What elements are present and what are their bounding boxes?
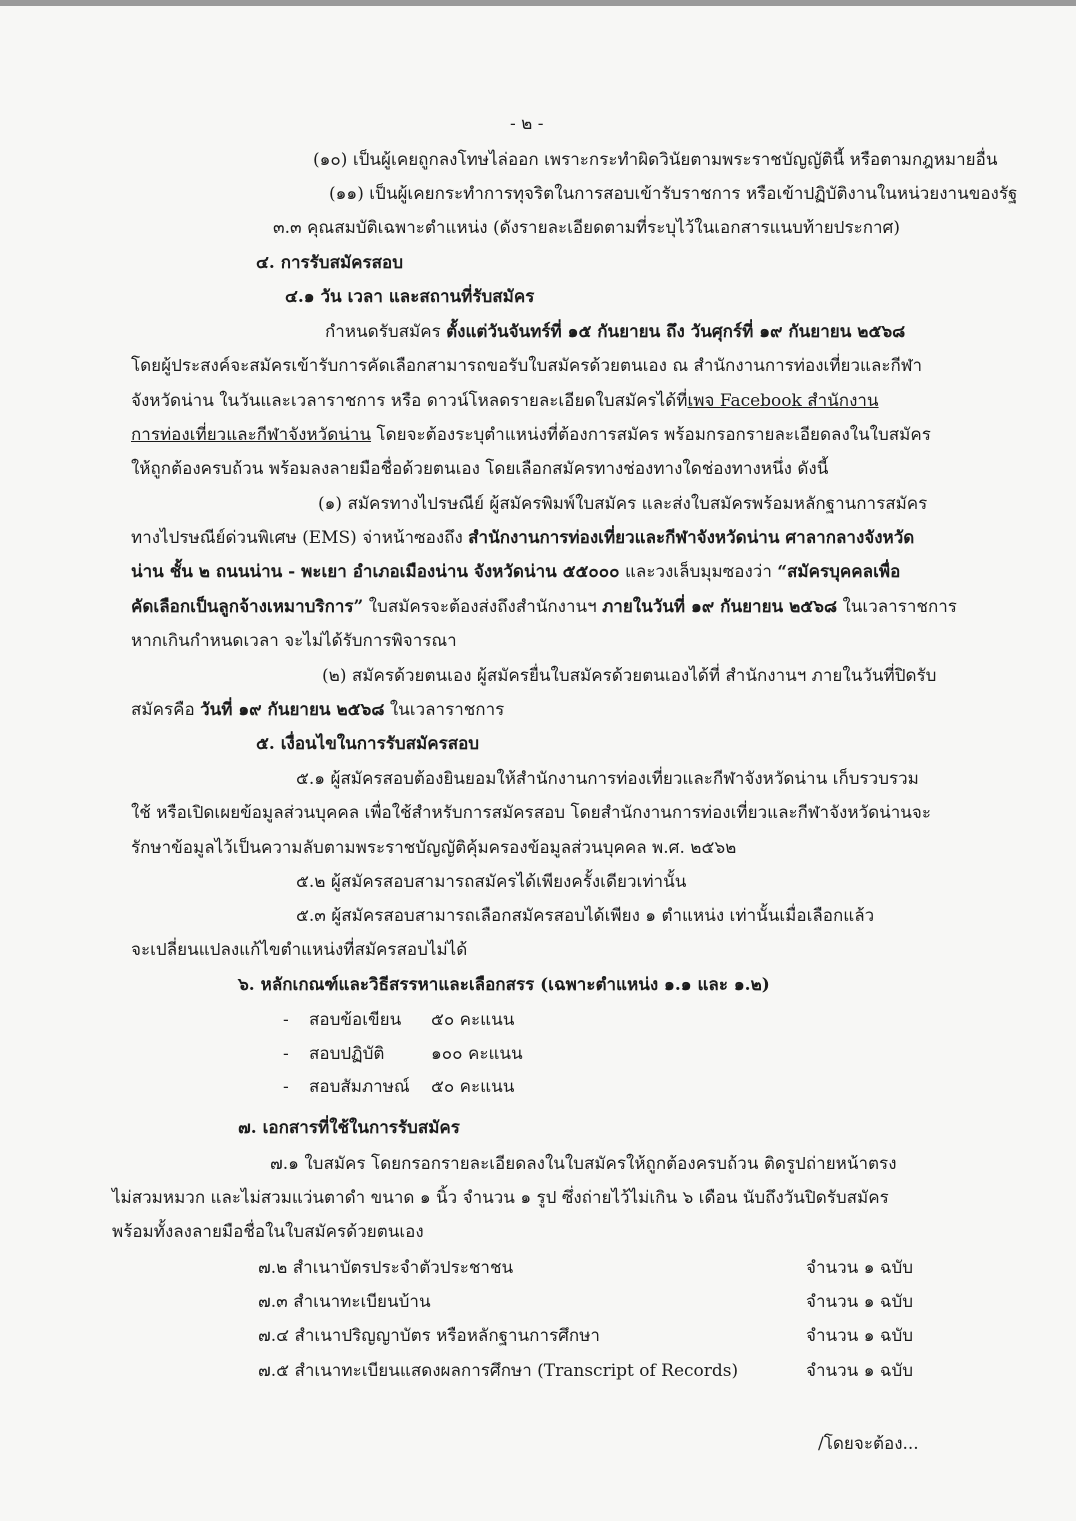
section-7-heading: ๗. เอกสารที่ใช้ในการรับสมัคร: [238, 1118, 460, 1138]
condition-5-1-line-1: ๕.๑ ผู้สมัครสอบต้องยินยอมให้สำนักงานการท่องเที่ยวและกีฬาจังหวัดน่าน เก็บรวบรวม: [296, 769, 919, 789]
condition-5-1-line-2: ใช้ หรือเปิดเผยข้อมูลส่วนบุคคล เพื่อใช้สำหรับการสมัครสอบ โดยสำนักงานการท่องเที่ยวและกีฬาจังหวัดน่านจะ: [131, 803, 932, 823]
document-qty: จำนวน ๑ ฉบับ: [806, 1361, 914, 1381]
document-qty: จำนวน ๑ ฉบับ: [806, 1326, 914, 1346]
document-7-1-line-3: พร้อมทั้งลงลายมือชื่อในใบสมัครด้วยตนเอง: [112, 1222, 424, 1242]
section-4-1-heading: ๔.๑ วัน เวลา และสถานที่รับสมัคร: [285, 287, 535, 307]
scan-top-border: [0, 0, 1076, 6]
qualification-item-10: (๑๐) เป็นผู้เคยถูกลงโทษไล่ออก เพราะกระทำผิดวินัยตามพระราชบัญญัตินี้ หรือตามกฎหมายอื่น: [313, 150, 998, 170]
postal-application-line-3: น่าน ชั้น ๒ ถนนน่าน - พะเยา อำเภอเมืองน่าน จังหวัดน่าน ๕๕๐๐๐ และวงเล็บมุมซองว่า “สมัครบุคคลเพื่อ: [131, 562, 901, 582]
document-item: ๗.๓ สำเนาทะเบียนบ้าน: [258, 1292, 431, 1312]
continuation-footer: /โดยจะต้อง...: [818, 1434, 919, 1454]
document-7-1-line-1: ๗.๑ ใบสมัคร โดยกรอกรายละเอียดลงในใบสมัครให้ถูกต้องครบถ้วน ติดรูปถ่ายหน้าตรง: [270, 1154, 897, 1174]
score-row-written: - สอบข้อเขียน ๕๐ คะแนน: [283, 1010, 515, 1030]
postal-application-line-5: หากเกินกำหนดเวลา จะไม่ได้รับการพิจารณา: [131, 631, 457, 651]
document-item: ๗.๒ สำเนาบัตรประจำตัวประชาชน: [258, 1258, 514, 1278]
score-row-practical: - สอบปฏิบัติ ๑๐๐ คะแนน: [283, 1044, 523, 1064]
section-4-heading: ๔. การรับสมัครสอบ: [256, 253, 404, 273]
condition-5-3-line-1: ๕.๓ ผู้สมัครสอบสามารถเลือกสมัครสอบได้เพียง ๑ ตำแหน่ง เท่านั้นเมื่อเลือกแล้ว: [296, 906, 875, 926]
in-person-application-line-2: สมัครคือ วันที่ ๑๙ กันยายน ๒๕๖๘ ในเวลาราชการ: [131, 700, 505, 720]
condition-5-3-line-2: จะเปลี่ยนแปลงแก้ไขตำแหน่งที่สมัครสอบไม่ได้: [131, 940, 468, 960]
condition-5-2: ๕.๒ ผู้สมัครสอบสามารถสมัครได้เพียงครั้งเดียวเท่านั้น: [296, 872, 687, 892]
page-number: - ๒ -: [510, 114, 544, 134]
section-6-heading: ๖. หลักเกณฑ์และวิธีสรรหาและเลือกสรร (เฉพาะตำแหน่ง ๑.๑ และ ๑.๒): [238, 975, 770, 995]
paragraph-4-1-line-5: ให้ถูกต้องครบถ้วน พร้อมลงลายมือชื่อด้วยตนเอง โดยเลือกสมัครทางช่องทางใดช่องทางหนึ่ง ดังนี้: [131, 459, 829, 479]
condition-5-1-line-3: รักษาข้อมูลไว้เป็นความลับตามพระราชบัญญัติคุ้มครองข้อมูลส่วนบุคคล พ.ศ. ๒๕๖๒: [131, 838, 737, 858]
qualification-item-11: (๑๑) เป็นผู้เคยกระทำการทุจริตในการสอบเข้ารับราชการ หรือเข้าปฏิบัติงานในหน่วยงานของรัฐ: [329, 184, 1018, 204]
document-item: ๗.๔ สำเนาปริญญาบัตร หรือหลักฐานการศึกษา: [258, 1326, 600, 1346]
paragraph-4-1-line-3: จังหวัดน่าน ในวันและเวลาราชการ หรือ ดาวน์โหลดรายละเอียดใบสมัครได้ที่เพจ Facebook สำนักงาน: [131, 391, 879, 411]
document-qty: จำนวน ๑ ฉบับ: [806, 1292, 914, 1312]
document-qty: จำนวน ๑ ฉบับ: [806, 1258, 914, 1278]
section-5-heading: ๕. เงื่อนไขในการรับสมัครสอบ: [256, 734, 480, 754]
paragraph-4-1-line-4: การท่องเที่ยวและกีฬาจังหวัดน่าน โดยจะต้องระบุตำแหน่งที่ต้องการสมัคร พร้อมกรอกรายละเอียดลงในใบสมัคร: [131, 425, 931, 445]
postal-application-line-4: คัดเลือกเป็นลูกจ้างเหมาบริการ” ใบสมัครจะต้องส่งถึงสำนักงานฯ ภายในวันที่ ๑๙ กันยายน ๒๕๖๘ ในเวลาราชการ: [131, 597, 957, 617]
qualification-3-3: ๓.๓ คุณสมบัติเฉพาะตำแหน่ง (ดังรายละเอียดตามที่ระบุไว้ในเอกสารแนบท้ายประกาศ): [273, 218, 900, 238]
document-item: ๗.๕ สำเนาทะเบียนแสดงผลการศึกษา (Transcript of Records): [258, 1361, 739, 1381]
facebook-page-link-cont[interactable]: การท่องเที่ยวและกีฬาจังหวัดน่าน: [131, 425, 372, 445]
postal-application-line-2: ทางไปรษณีย์ด่วนพิเศษ (EMS) จ่าหน้าซองถึง สำนักงานการท่องเที่ยวและกีฬาจังหวัดน่าน ศาลากลางจังหวัด: [131, 528, 915, 548]
postal-application-line-1: (๑) สมัครทางไปรษณีย์ ผู้สมัครพิมพ์ใบสมัคร และส่งใบสมัครพร้อมหลักฐานการสมัคร: [318, 494, 928, 514]
score-row-interview: - สอบสัมภาษณ์ ๕๐ คะแนน: [283, 1077, 515, 1097]
document-7-1-line-2: ไม่สวมหมวก และไม่สวมแว่นตาดำ ขนาด ๑ นิ้ว จำนวน ๑ รูป ซึ่งถ่ายไว้ไม่เกิน ๖ เดือน นับถึงวันปิดรับสมัคร: [112, 1188, 889, 1208]
paragraph-4-1-line-2: โดยผู้ประสงค์จะสมัครเข้ารับการคัดเลือกสามารถขอรับใบสมัครด้วยตนเอง ณ สำนักงานการท่องเที่ยวและกีฬา: [131, 356, 922, 376]
facebook-page-link[interactable]: เพจ Facebook สำนักงาน: [687, 391, 879, 411]
in-person-application-line-1: (๒) สมัครด้วยตนเอง ผู้สมัครยื่นใบสมัครด้วยตนเองได้ที่ สำนักงานฯ ภายในวันที่ปิดรับ: [322, 666, 937, 686]
paragraph-4-1-line-1: กำหนดรับสมัคร ตั้งแต่วันจันทร์ที่ ๑๕ กันยายน ถึง วันศุกร์ที่ ๑๙ กันยายน ๒๕๖๘: [325, 322, 906, 342]
